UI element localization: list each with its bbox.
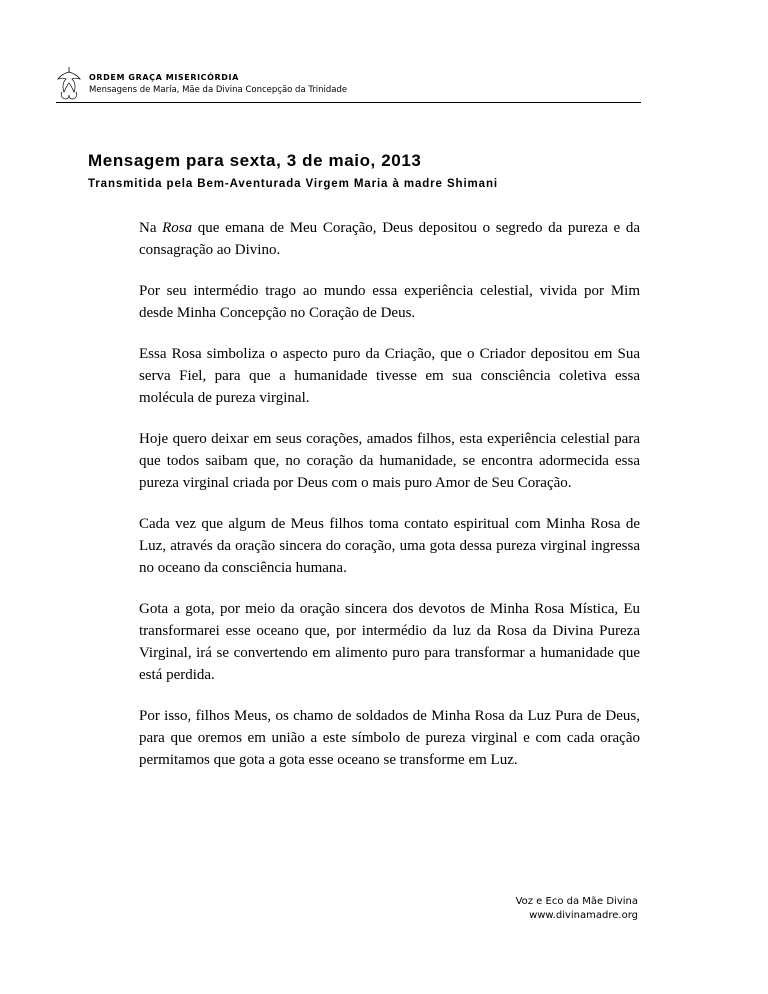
paragraph: Por seu intermédio trago ao mundo essa experiência celestial, vivida por Mim desde Minha Concepção no Coração de Deus. [139,283,640,321]
paragraph [139,217,640,261]
message-title: Mensagem para sexta, 3 de maio, 2013 [88,151,422,170]
org-name: ORDEM GRAÇA MISERICÓRDIA [89,73,239,82]
org-subtitle: Mensagens de María, Mãe da Divina Concepção da Trinidade [89,85,348,95]
rosa-emphasis: Rosa [162,220,193,236]
paragraph: Cada vez que algum de Meus filhos toma contato espiritual com Minha Rosa de Luz, através da oração sincera do coração, uma gota dessa pureza virginal ingressa no oceano da consciência humana. [139,516,640,576]
paragraph: Gota a gota, por meio da oração sincera dos devotos de Minha Rosa Mística, Eu transformarei esse oceano que, por intermédio da luz da Rosa da Divina Pureza Virginal, irá se convertendo em alimento puro para transformar a humanidade que está perdida. [139,601,640,683]
paragraph: Por isso, filhos Meus, os chamo de soldados de Minha Rosa da Luz Pura de Deus, para que oremos em união a este símbolo de pureza virginal e com cada oração permitamos que gota a gota esse oceano se transforme em Luz. [139,708,640,768]
page-header [56,66,641,103]
paragraph-text: Na [139,220,163,236]
message-subtitle: Transmitida pela Bem-Aventurada Virgem Maria à madre Shimani [88,178,498,190]
footer-website-link[interactable]: www.divinamadre.org [529,910,638,921]
footer-tagline: Voz e Eco da Mãe Divina [515,896,638,907]
message-body [139,217,640,790]
paragraph-text: que emana de Meu Coração, Deus depositou o segredo da pureza e da consagração ao Divino. [139,220,640,258]
page-footer [516,895,638,923]
paragraph: Hoje quero deixar em seus corações, amados filhos, esta experiência celestial para que todos saibam que, no coração da humanidade, se encontra adormecida essa pureza virginal criada por Deus com o mais puro Amor de Seu Coração. [139,431,640,491]
paragraph: Essa Rosa simboliza o aspecto puro da Criação, que o Criador depositou em Sua serva Fiel, para que a humanidade tivesse em sua consciência coletiva essa molécula de pureza virginal. [139,346,640,406]
dove-logo-icon [56,66,82,100]
